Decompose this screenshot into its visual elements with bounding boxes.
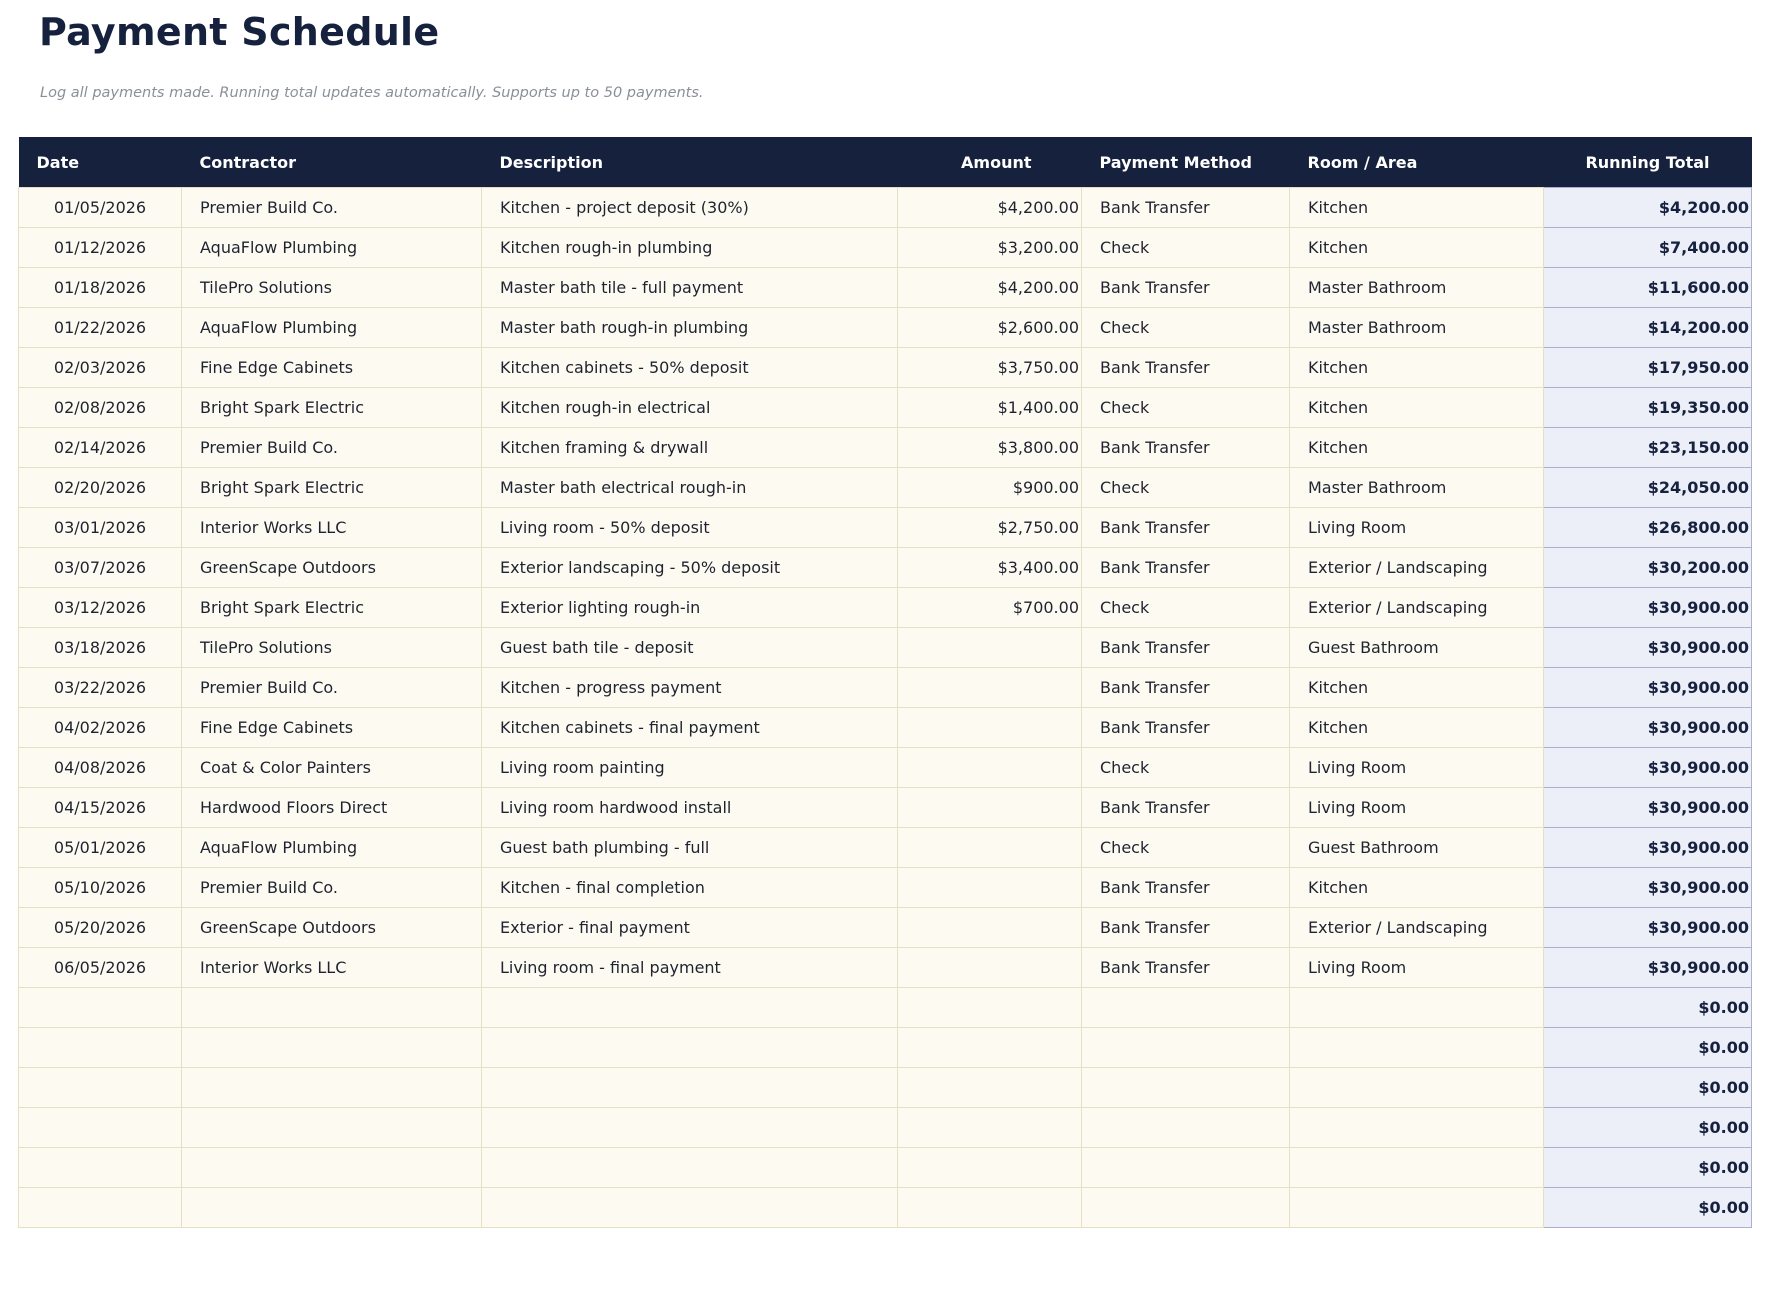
description-cell[interactable]: Living room hardwood install: [482, 788, 898, 828]
amount-cell[interactable]: [898, 1148, 1082, 1188]
room-area-cell[interactable]: Kitchen: [1290, 668, 1544, 708]
room-area-cell[interactable]: [1290, 1108, 1544, 1148]
contractor-cell[interactable]: Fine Edge Cabinets: [182, 348, 482, 388]
payment-method-cell[interactable]: Check: [1082, 308, 1290, 348]
date-cell[interactable]: 03/01/2026: [19, 508, 182, 548]
running-total-cell: $14,200.00: [1544, 308, 1752, 348]
column-header-description[interactable]: Description: [482, 137, 898, 188]
amount-cell[interactable]: [898, 708, 1082, 748]
room-area-cell[interactable]: [1290, 1068, 1544, 1108]
column-header-contractor[interactable]: Contractor: [182, 137, 482, 188]
amount-cell[interactable]: $1,400.00: [898, 388, 1082, 428]
table-row: [19, 388, 1752, 428]
room-area-cell[interactable]: Kitchen: [1290, 348, 1544, 388]
date-cell[interactable]: [19, 1148, 182, 1188]
contractor-cell[interactable]: [182, 1068, 482, 1108]
contractor-cell[interactable]: Coat & Color Painters: [182, 748, 482, 788]
room-area-cell[interactable]: Living Room: [1290, 788, 1544, 828]
payment-method-cell[interactable]: Bank Transfer: [1082, 628, 1290, 668]
room-area-cell[interactable]: Guest Bathroom: [1290, 828, 1544, 868]
contractor-cell[interactable]: Interior Works LLC: [182, 508, 482, 548]
running-total-cell: $4,200.00: [1544, 188, 1752, 228]
date-cell[interactable]: 02/14/2026: [19, 428, 182, 468]
payment-method-cell[interactable]: Bank Transfer: [1082, 188, 1290, 228]
table-row: [19, 628, 1752, 668]
payment-method-cell[interactable]: Bank Transfer: [1082, 948, 1290, 988]
room-area-cell[interactable]: Master Bathroom: [1290, 268, 1544, 308]
running-total-cell: $30,900.00: [1544, 668, 1752, 708]
contractor-cell[interactable]: Fine Edge Cabinets: [182, 708, 482, 748]
date-cell[interactable]: [19, 1188, 182, 1228]
contractor-cell[interactable]: Bright Spark Electric: [182, 388, 482, 428]
room-area-cell[interactable]: [1290, 1028, 1544, 1068]
table-row: [19, 828, 1752, 868]
amount-cell[interactable]: [898, 828, 1082, 868]
table-row: [19, 868, 1752, 908]
description-cell[interactable]: Exterior lighting rough-in: [482, 588, 898, 628]
amount-cell[interactable]: $3,800.00: [898, 428, 1082, 468]
amount-cell[interactable]: $4,200.00: [898, 188, 1082, 228]
room-area-cell[interactable]: Living Room: [1290, 748, 1544, 788]
contractor-cell[interactable]: AquaFlow Plumbing: [182, 308, 482, 348]
date-cell[interactable]: [19, 988, 182, 1028]
amount-cell[interactable]: [898, 788, 1082, 828]
date-cell[interactable]: [19, 1028, 182, 1068]
table-row: [19, 548, 1752, 588]
room-area-cell[interactable]: Master Bathroom: [1290, 468, 1544, 508]
payment-method-cell[interactable]: Bank Transfer: [1082, 268, 1290, 308]
payment-method-cell[interactable]: [1082, 988, 1290, 1028]
room-area-cell[interactable]: Kitchen: [1290, 228, 1544, 268]
table-row: [19, 308, 1752, 348]
payment-method-cell[interactable]: [1082, 1148, 1290, 1188]
payment-method-cell[interactable]: Check: [1082, 388, 1290, 428]
table-row: [19, 1188, 1752, 1228]
date-cell[interactable]: 01/18/2026: [19, 268, 182, 308]
amount-cell[interactable]: $2,750.00: [898, 508, 1082, 548]
table-row: [19, 708, 1752, 748]
page-subtitle: Log all payments made. Running total updates automatically. Supports up to 50 payments.: [40, 85, 704, 101]
room-area-cell[interactable]: Exterior / Landscaping: [1290, 908, 1544, 948]
contractor-cell[interactable]: AquaFlow Plumbing: [182, 828, 482, 868]
description-cell[interactable]: Guest bath tile - deposit: [482, 628, 898, 668]
room-area-cell[interactable]: Exterior / Landscaping: [1290, 548, 1544, 588]
description-cell[interactable]: Kitchen rough-in plumbing: [482, 228, 898, 268]
table-row: [19, 668, 1752, 708]
running-total-cell: $30,900.00: [1544, 948, 1752, 988]
description-cell[interactable]: [482, 1188, 898, 1228]
running-total-cell: $24,050.00: [1544, 468, 1752, 508]
running-total-cell: $17,950.00: [1544, 348, 1752, 388]
date-cell[interactable]: 01/05/2026: [19, 188, 182, 228]
date-cell[interactable]: 01/12/2026: [19, 228, 182, 268]
room-area-cell[interactable]: Living Room: [1290, 508, 1544, 548]
contractor-cell[interactable]: TilePro Solutions: [182, 628, 482, 668]
payment-method-cell[interactable]: Check: [1082, 588, 1290, 628]
amount-cell[interactable]: [898, 988, 1082, 1028]
description-cell[interactable]: Kitchen rough-in electrical: [482, 388, 898, 428]
table-row: [19, 948, 1752, 988]
payment-method-cell[interactable]: Check: [1082, 748, 1290, 788]
amount-cell[interactable]: $3,200.00: [898, 228, 1082, 268]
description-cell[interactable]: Kitchen cabinets - final payment: [482, 708, 898, 748]
table-row: [19, 748, 1752, 788]
running-total-cell: $30,900.00: [1544, 748, 1752, 788]
payment-method-cell[interactable]: [1082, 1108, 1290, 1148]
payment-method-cell[interactable]: Bank Transfer: [1082, 428, 1290, 468]
date-cell[interactable]: 03/22/2026: [19, 668, 182, 708]
description-cell[interactable]: Master bath rough-in plumbing: [482, 308, 898, 348]
payment-method-cell[interactable]: Bank Transfer: [1082, 868, 1290, 908]
running-total-cell: $23,150.00: [1544, 428, 1752, 468]
description-cell[interactable]: Living room - final payment: [482, 948, 898, 988]
running-total-cell: $19,350.00: [1544, 388, 1752, 428]
amount-cell[interactable]: [898, 1068, 1082, 1108]
date-cell[interactable]: 04/15/2026: [19, 788, 182, 828]
date-cell[interactable]: 02/03/2026: [19, 348, 182, 388]
room-area-cell[interactable]: Kitchen: [1290, 868, 1544, 908]
table-row: [19, 1028, 1752, 1068]
amount-cell[interactable]: $3,750.00: [898, 348, 1082, 388]
date-cell[interactable]: 03/18/2026: [19, 628, 182, 668]
date-cell[interactable]: 04/02/2026: [19, 708, 182, 748]
date-cell[interactable]: 03/12/2026: [19, 588, 182, 628]
payment-method-cell[interactable]: Bank Transfer: [1082, 548, 1290, 588]
amount-cell[interactable]: [898, 628, 1082, 668]
amount-cell[interactable]: [898, 948, 1082, 988]
date-cell[interactable]: 06/05/2026: [19, 948, 182, 988]
table-row: [19, 788, 1752, 828]
contractor-cell[interactable]: [182, 1028, 482, 1068]
running-total-cell: $7,400.00: [1544, 228, 1752, 268]
date-cell[interactable]: 02/20/2026: [19, 468, 182, 508]
amount-cell[interactable]: $2,600.00: [898, 308, 1082, 348]
description-cell[interactable]: Kitchen framing & drywall: [482, 428, 898, 468]
table-row: [19, 1108, 1752, 1148]
running-total-cell: $0.00: [1544, 988, 1752, 1028]
running-total-cell: $30,900.00: [1544, 628, 1752, 668]
table-row: [19, 508, 1752, 548]
column-header-running-total[interactable]: Running Total: [1544, 137, 1752, 188]
running-total-cell: $26,800.00: [1544, 508, 1752, 548]
column-header-payment-method[interactable]: Payment Method: [1082, 137, 1290, 188]
description-cell[interactable]: Kitchen cabinets - 50% deposit: [482, 348, 898, 388]
date-cell[interactable]: 05/01/2026: [19, 828, 182, 868]
amount-cell[interactable]: [898, 668, 1082, 708]
payment-method-cell[interactable]: Check: [1082, 468, 1290, 508]
contractor-cell[interactable]: Bright Spark Electric: [182, 468, 482, 508]
description-cell[interactable]: [482, 1108, 898, 1148]
room-area-cell[interactable]: [1290, 988, 1544, 1028]
amount-cell[interactable]: [898, 748, 1082, 788]
description-cell[interactable]: [482, 988, 898, 1028]
room-area-cell[interactable]: Living Room: [1290, 948, 1544, 988]
payment-method-cell[interactable]: Bank Transfer: [1082, 788, 1290, 828]
table-row: [19, 428, 1752, 468]
contractor-cell[interactable]: [182, 1188, 482, 1228]
description-cell[interactable]: [482, 1148, 898, 1188]
contractor-cell[interactable]: GreenScape Outdoors: [182, 548, 482, 588]
payment-method-cell[interactable]: Check: [1082, 228, 1290, 268]
running-total-cell: $30,900.00: [1544, 788, 1752, 828]
running-total-cell: $0.00: [1544, 1188, 1752, 1228]
table-row: [19, 588, 1752, 628]
contractor-cell[interactable]: Premier Build Co.: [182, 428, 482, 468]
room-area-cell[interactable]: [1290, 1148, 1544, 1188]
room-area-cell[interactable]: Kitchen: [1290, 708, 1544, 748]
running-total-cell: $0.00: [1544, 1028, 1752, 1068]
column-header-amount[interactable]: Amount: [898, 137, 1082, 188]
contractor-cell[interactable]: Bright Spark Electric: [182, 588, 482, 628]
table-body: [19, 188, 1752, 1228]
description-cell[interactable]: Exterior landscaping - 50% deposit: [482, 548, 898, 588]
payment-method-cell[interactable]: Check: [1082, 828, 1290, 868]
running-total-cell: $30,900.00: [1544, 868, 1752, 908]
description-cell[interactable]: Master bath tile - full payment: [482, 268, 898, 308]
description-cell[interactable]: Living room painting: [482, 748, 898, 788]
description-cell[interactable]: Living room - 50% deposit: [482, 508, 898, 548]
payment-method-cell[interactable]: Bank Transfer: [1082, 708, 1290, 748]
contractor-cell[interactable]: Premier Build Co.: [182, 668, 482, 708]
amount-cell[interactable]: [898, 908, 1082, 948]
room-area-cell[interactable]: Kitchen: [1290, 428, 1544, 468]
table-row: [19, 188, 1752, 228]
running-total-cell: $0.00: [1544, 1108, 1752, 1148]
contractor-cell[interactable]: TilePro Solutions: [182, 268, 482, 308]
running-total-cell: $30,900.00: [1544, 908, 1752, 948]
contractor-cell[interactable]: Premier Build Co.: [182, 188, 482, 228]
contractor-cell[interactable]: [182, 1148, 482, 1188]
description-cell[interactable]: [482, 1068, 898, 1108]
description-cell[interactable]: Master bath electrical rough-in: [482, 468, 898, 508]
payment-method-cell[interactable]: Bank Transfer: [1082, 348, 1290, 388]
date-cell[interactable]: 05/20/2026: [19, 908, 182, 948]
room-area-cell[interactable]: Kitchen: [1290, 388, 1544, 428]
date-cell[interactable]: [19, 1068, 182, 1108]
running-total-cell: $30,200.00: [1544, 548, 1752, 588]
column-header-date[interactable]: Date: [19, 137, 182, 188]
room-area-cell[interactable]: Guest Bathroom: [1290, 628, 1544, 668]
table-row: [19, 1148, 1752, 1188]
description-cell[interactable]: Kitchen - final completion: [482, 868, 898, 908]
running-total-cell: $30,900.00: [1544, 708, 1752, 748]
payment-schedule-table: [18, 137, 1752, 1228]
table-row: [19, 1068, 1752, 1108]
room-area-cell[interactable]: Kitchen: [1290, 188, 1544, 228]
running-total-cell: $0.00: [1544, 1068, 1752, 1108]
contractor-cell[interactable]: Premier Build Co.: [182, 868, 482, 908]
date-cell[interactable]: 04/08/2026: [19, 748, 182, 788]
contractor-cell[interactable]: AquaFlow Plumbing: [182, 228, 482, 268]
table-row: [19, 468, 1752, 508]
amount-cell[interactable]: [898, 1028, 1082, 1068]
table-header-row: [19, 137, 1752, 188]
description-cell[interactable]: Guest bath plumbing - full: [482, 828, 898, 868]
amount-cell[interactable]: [898, 1108, 1082, 1148]
date-cell[interactable]: [19, 1108, 182, 1148]
description-cell[interactable]: [482, 1028, 898, 1068]
description-cell[interactable]: Exterior - final payment: [482, 908, 898, 948]
amount-cell[interactable]: $700.00: [898, 588, 1082, 628]
payment-method-cell[interactable]: [1082, 1188, 1290, 1228]
contractor-cell[interactable]: Interior Works LLC: [182, 948, 482, 988]
page-title: Payment Schedule: [39, 10, 440, 54]
description-cell[interactable]: Kitchen - progress payment: [482, 668, 898, 708]
payment-method-cell[interactable]: [1082, 1068, 1290, 1108]
payment-method-cell[interactable]: Bank Transfer: [1082, 508, 1290, 548]
column-header-room-area[interactable]: Room / Area: [1290, 137, 1544, 188]
contractor-cell[interactable]: [182, 1108, 482, 1148]
payment-method-cell[interactable]: Bank Transfer: [1082, 908, 1290, 948]
contractor-cell[interactable]: [182, 988, 482, 1028]
amount-cell[interactable]: [898, 868, 1082, 908]
date-cell[interactable]: 01/22/2026: [19, 308, 182, 348]
date-cell[interactable]: 02/08/2026: [19, 388, 182, 428]
amount-cell[interactable]: $3,400.00: [898, 548, 1082, 588]
running-total-cell: $0.00: [1544, 1148, 1752, 1188]
payment-method-cell[interactable]: [1082, 1028, 1290, 1068]
table-row: [19, 348, 1752, 388]
table-row: [19, 268, 1752, 308]
amount-cell[interactable]: [898, 1188, 1082, 1228]
table-row: [19, 908, 1752, 948]
table-row: [19, 988, 1752, 1028]
room-area-cell[interactable]: Master Bathroom: [1290, 308, 1544, 348]
running-total-cell: $30,900.00: [1544, 828, 1752, 868]
room-area-cell[interactable]: Exterior / Landscaping: [1290, 588, 1544, 628]
date-cell[interactable]: 05/10/2026: [19, 868, 182, 908]
running-total-cell: $30,900.00: [1544, 588, 1752, 628]
contractor-cell[interactable]: GreenScape Outdoors: [182, 908, 482, 948]
payment-method-cell[interactable]: Bank Transfer: [1082, 668, 1290, 708]
description-cell[interactable]: Kitchen - project deposit (30%): [482, 188, 898, 228]
amount-cell[interactable]: $4,200.00: [898, 268, 1082, 308]
contractor-cell[interactable]: Hardwood Floors Direct: [182, 788, 482, 828]
running-total-cell: $11,600.00: [1544, 268, 1752, 308]
table-row: [19, 228, 1752, 268]
date-cell[interactable]: 03/07/2026: [19, 548, 182, 588]
amount-cell[interactable]: $900.00: [898, 468, 1082, 508]
room-area-cell[interactable]: [1290, 1188, 1544, 1228]
